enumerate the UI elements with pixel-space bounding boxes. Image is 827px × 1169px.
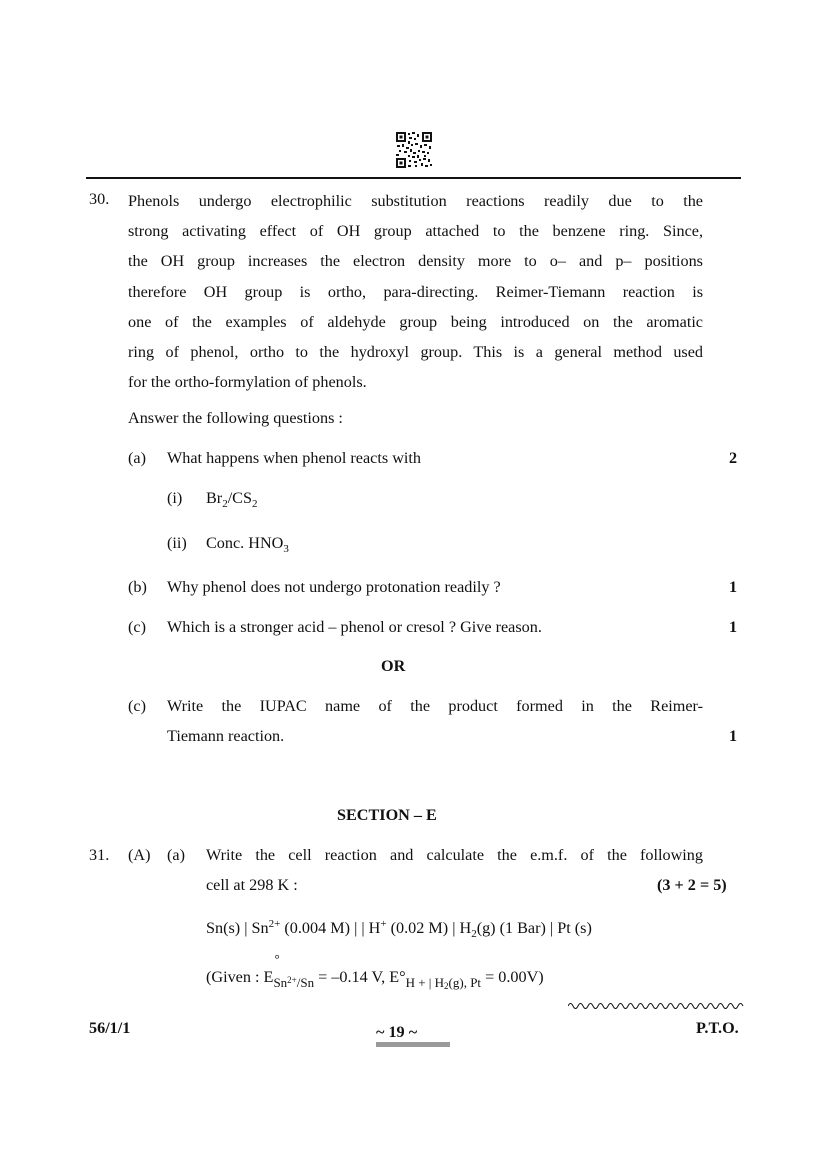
question-30-passage bbox=[128, 186, 703, 397]
instruction-text: Answer the following questions : bbox=[128, 409, 343, 427]
question-number-31: 31. bbox=[89, 846, 110, 864]
subpart-i-formula: $Br_2/CS_2$ bbox=[206, 489, 258, 510]
part-b-label: (b) bbox=[128, 578, 147, 596]
part-a-marks: 2 bbox=[729, 449, 738, 467]
passage-line: one of the examples of aldehyde group being introduced on the aromatic bbox=[128, 312, 703, 331]
question-31-subpart: (a) bbox=[167, 846, 185, 864]
part-b-text: Why phenol does not undergo protonation readily ? bbox=[167, 578, 501, 596]
passage-line: Phenols undergo electrophilic substitution reactions readily due to the bbox=[128, 192, 703, 210]
passage-line: ring of phenol, ortho to the hydroxyl group. This is a general method used bbox=[128, 343, 703, 362]
part-a-text: What happens when phenol reacts with bbox=[167, 449, 421, 467]
section-title: SECTION – E bbox=[337, 806, 437, 824]
part-c-text: Which is a stronger acid – phenol or cresol ? Give reason. bbox=[167, 618, 542, 636]
passage-line: strong activating effect of OH group attached to the benzene ring. Since, bbox=[128, 222, 703, 241]
paper-code: 56/1/1 bbox=[89, 1019, 131, 1037]
subpart-ii-formula: Conc. $HNO_3$ bbox=[206, 534, 289, 555]
qr-code-icon bbox=[395, 131, 433, 169]
given-values: (Given : E ° $_{Sn^{2+}/Sn}$ = –0.14 V, $E^\circ_{H + | H_2(g), Pt} = 0.00V$) bbox=[206, 951, 544, 991]
part-c-marks: 1 bbox=[729, 618, 738, 636]
subpart-ii-label: (ii) bbox=[167, 534, 187, 552]
question-31-part: (A) bbox=[128, 846, 151, 864]
part-a-label: (a) bbox=[128, 449, 146, 467]
part-b-marks: 1 bbox=[729, 578, 738, 596]
passage-line: the OH group increases the electron density more to o– and p– positions bbox=[128, 252, 703, 271]
part-c-alt-line1: Write the IUPAC name of the product formed in the Reimer- bbox=[167, 697, 703, 715]
continuation-wavy-line bbox=[568, 1000, 748, 1012]
header-rule bbox=[86, 177, 741, 179]
question-number-30: 30. bbox=[89, 190, 110, 208]
page-number-underbar bbox=[376, 1042, 450, 1047]
question-31-line1: Write the cell reaction and calculate the e.m.f. of the following bbox=[206, 846, 703, 864]
question-31-marks: (3 + 2 = 5) bbox=[657, 876, 727, 894]
part-c-alt-marks: 1 bbox=[729, 727, 738, 745]
part-c-label: (c) bbox=[128, 618, 146, 636]
page-number: ~ 19 ~ bbox=[376, 1023, 418, 1041]
passage-line: therefore OH group is ortho, para-directing. Reimer-Tiemann reaction is bbox=[128, 282, 703, 301]
or-divider: OR bbox=[381, 657, 406, 675]
passage-line: for the ortho-formylation of phenols. bbox=[128, 373, 367, 392]
question-31-line2: cell at 298 K : bbox=[206, 876, 298, 894]
part-c-alt-line2: Tiemann reaction. bbox=[167, 727, 285, 745]
cell-notation: Sn(s) | $Sn^{2+}$ (0.004 M) | | H+ (0.02 M) | $H_2(g)$ (1 Bar) | Pt (s) bbox=[206, 918, 592, 940]
subpart-i-label: (i) bbox=[167, 489, 183, 507]
part-c-alt-label: (c) bbox=[128, 697, 146, 715]
pto-label: P.T.O. bbox=[696, 1019, 739, 1037]
